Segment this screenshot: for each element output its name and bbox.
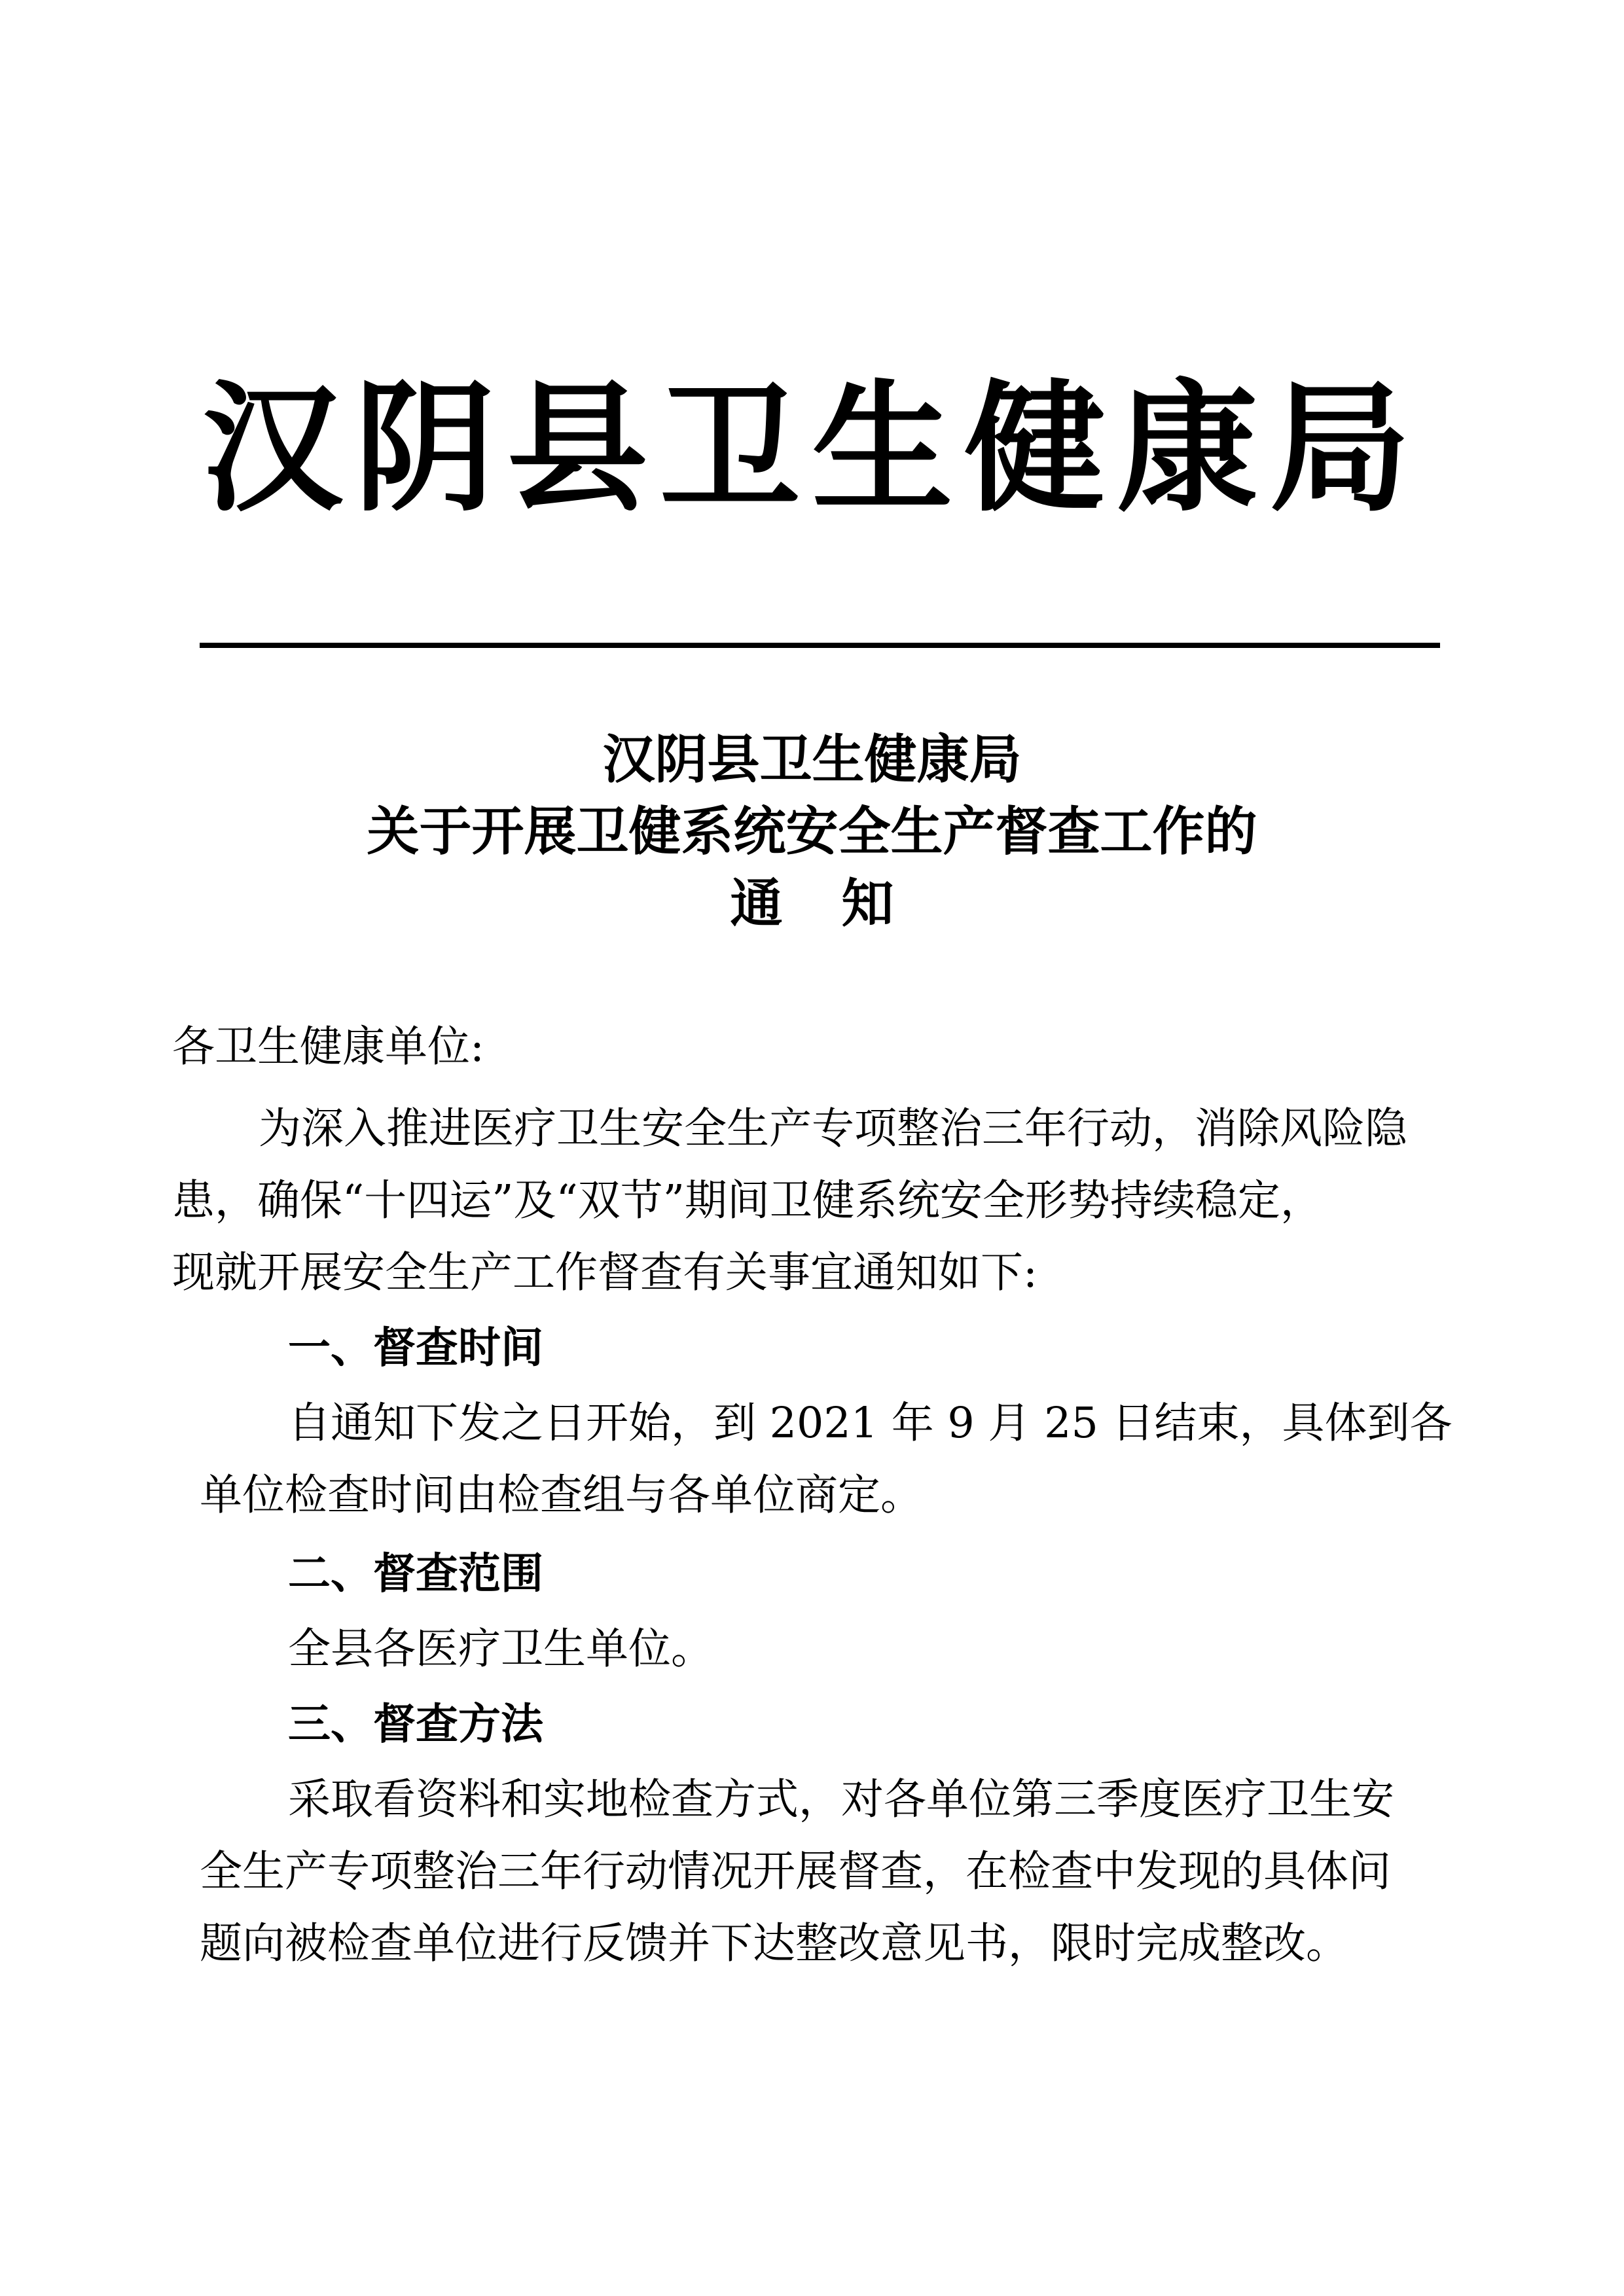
section-heading-scope: 二、督查范围 (288, 1549, 544, 1598)
section-scope-line-1: 全县各医疗卫生单位。 (288, 1624, 714, 1674)
doc-title-line-3: 通知 (730, 872, 953, 934)
doc-title-line-2: 关于开展卫健系统安全生产督查工作的 (367, 800, 1257, 862)
doc-title-line-1: 汉阴县卫生健康局 (602, 728, 1022, 790)
section-time-line-1: 自通知下发之日开始，到 2021 年 9 月 25 日结束，具体到各 (288, 1399, 1453, 1448)
section-method-line-3: 题向被检查单位进行反馈并下达整改意见书，限时完成整改。 (200, 1919, 1349, 1968)
section-method-line-1: 采取看资料和实地检查方式，对各单位第三季度医疗卫生安 (288, 1775, 1395, 1824)
intro-line-1: 为深入推进医疗卫生安全生产专项整治三年行动，消除风险隐 (259, 1104, 1408, 1153)
section-heading-time: 一、督查时间 (288, 1323, 544, 1372)
masthead-title: 汉阴县卫生健康局 (202, 365, 1422, 531)
salutation: 各卫生健康单位: (172, 1022, 484, 1071)
section-time-line-2: 单位检查时间由检查组与各单位商定。 (200, 1471, 924, 1520)
intro-line-3: 现就开展安全生产工作督查有关事宜通知如下: (172, 1248, 1038, 1297)
intro-line-2: 患，确保“十四运”及“双节”期间卫健系统安全形势持续稳定， (172, 1176, 1323, 1225)
section-method-line-2: 全生产专项整治三年行动情况开展督查，在检查中发现的具体问 (200, 1847, 1392, 1896)
section-heading-method: 三、督查方法 (288, 1700, 544, 1749)
masthead-divider (200, 643, 1440, 648)
